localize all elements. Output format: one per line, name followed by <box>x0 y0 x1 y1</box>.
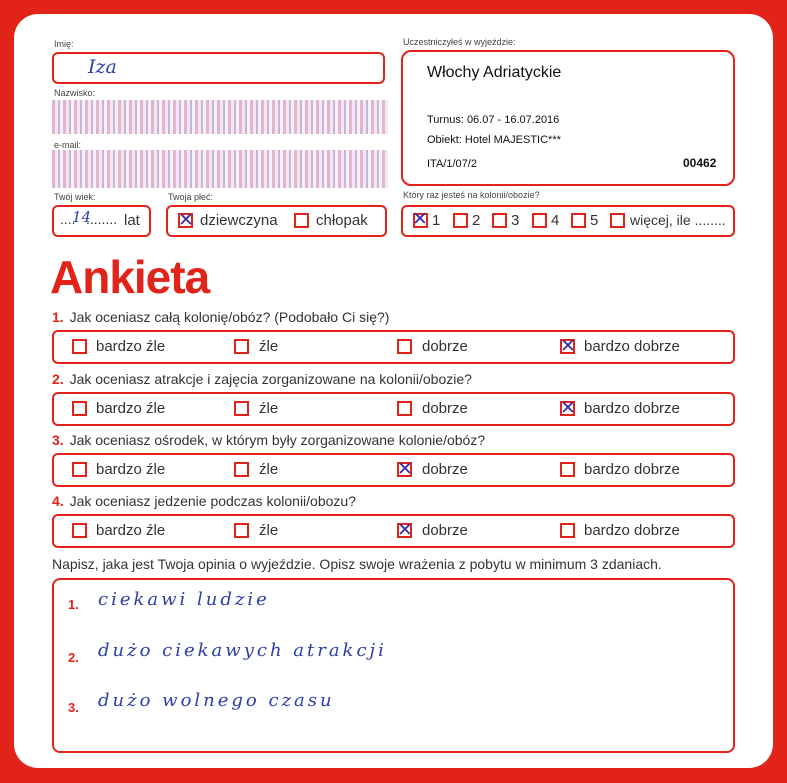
opinion-line-number: 1. <box>68 597 79 612</box>
trip-label: Uczestniczyłeś w wyjeździe: <box>403 37 516 47</box>
question-1 <box>52 309 389 325</box>
option-zle: źle <box>259 338 279 355</box>
checkbox-zle[interactable] <box>234 339 249 354</box>
checkbox-5[interactable] <box>571 213 586 228</box>
checkbox-chlopak[interactable] <box>294 213 309 228</box>
checkbox-1[interactable] <box>412 208 428 230</box>
question-number: 3. <box>52 432 64 448</box>
which-time-label: Który raz jesteś na kolonii/obozie? <box>403 190 540 200</box>
checkbox-more[interactable] <box>610 213 625 228</box>
option-dziewczyna: dziewczyna <box>200 212 278 229</box>
question-number: 2. <box>52 371 64 387</box>
option-more: więcej, ile ........ <box>630 212 726 228</box>
option-5: 5 <box>590 212 599 229</box>
age-value: 14 <box>72 208 92 226</box>
checkbox-bardzo-zle[interactable] <box>72 523 87 538</box>
gender-label: Twoja płeć: <box>168 192 214 202</box>
answer-row-3 <box>52 453 735 487</box>
question-number: 1. <box>52 309 64 325</box>
option-dobrze: dobrze <box>422 461 468 478</box>
x-mark-icon: ✕ <box>412 208 428 230</box>
question-text: Jak oceniasz atrakcje i zajęcia zorganizowane na kolonii/obozie? <box>69 371 472 387</box>
checkbox-bardzo-zle[interactable] <box>72 462 87 477</box>
option-bardzo-zle: bardzo źle <box>96 522 166 539</box>
option-bardzo-zle: bardzo źle <box>96 338 166 355</box>
checkbox-dobrze[interactable] <box>397 401 412 416</box>
answer-row-4 <box>52 514 735 548</box>
option-bardzo-dobrze: bardzo dobrze <box>584 522 680 539</box>
opinion-line-number: 3. <box>68 700 79 715</box>
checkbox-2[interactable] <box>453 213 468 228</box>
x-mark-icon: ✕ <box>397 519 413 541</box>
name-field[interactable] <box>52 52 385 84</box>
checkbox-dobrze[interactable] <box>397 458 413 480</box>
opinion-textarea[interactable] <box>52 578 735 753</box>
opinion-line-1: ciekawi ludzie <box>98 589 270 610</box>
option-4: 4 <box>551 212 560 229</box>
trip-turnus: Turnus: 06.07 - 16.07.2016 <box>427 114 560 126</box>
option-zle: źle <box>259 400 279 417</box>
option-1: 1 <box>432 212 441 229</box>
option-dobrze: dobrze <box>422 522 468 539</box>
x-mark-icon: ✕ <box>560 397 576 419</box>
name-label: Imię: <box>54 39 74 49</box>
age-field[interactable] <box>52 205 151 237</box>
surname-label: Nazwisko: <box>54 88 96 98</box>
checkbox-bardzo-zle[interactable] <box>72 339 87 354</box>
question-number: 4. <box>52 493 64 509</box>
checkbox-bardzo-dobrze[interactable] <box>560 397 576 419</box>
checkbox-bardzo-dobrze[interactable] <box>560 335 576 357</box>
survey-title: Ankieta <box>50 251 210 303</box>
checkbox-zle[interactable] <box>234 401 249 416</box>
answer-row-2 <box>52 392 735 426</box>
opinion-line-number: 2. <box>68 650 79 665</box>
question-4 <box>52 493 356 509</box>
age-dots-after: ........ <box>86 211 118 227</box>
checkbox-3[interactable] <box>492 213 507 228</box>
trip-number: 00462 <box>683 156 717 170</box>
age-dots-before: .... <box>60 211 76 227</box>
option-bardzo-zle: bardzo źle <box>96 461 166 478</box>
option-bardzo-dobrze: bardzo dobrze <box>584 400 680 417</box>
trip-name: Włochy Adriatyckie <box>427 64 562 81</box>
age-unit: lat <box>124 212 140 229</box>
age-label: Twój wiek: <box>54 192 96 202</box>
option-2: 2 <box>472 212 481 229</box>
checkbox-bardzo-zle[interactable] <box>72 401 87 416</box>
checkbox-zle[interactable] <box>234 462 249 477</box>
opinion-prompt: Napisz, jaka jest Twoja opinia o wyjeździe. Opisz swoje wrażenia z pobytu w minimum 3 zdaniach. <box>52 556 662 572</box>
surname-field-redacted <box>52 100 388 134</box>
gender-field <box>166 205 387 237</box>
option-dobrze: dobrze <box>422 338 468 355</box>
trip-obiekt: Obiekt: Hotel MAJESTIC*** <box>427 134 561 146</box>
trip-info-box <box>401 50 735 186</box>
option-bardzo-dobrze: bardzo dobrze <box>584 461 680 478</box>
checkbox-dobrze[interactable] <box>397 339 412 354</box>
option-bardzo-zle: bardzo źle <box>96 400 166 417</box>
x-mark-icon: ✕ <box>397 458 413 480</box>
checkbox-bardzo-dobrze[interactable] <box>560 462 575 477</box>
opinion-line-2: dużo ciekawych atrakcji <box>98 640 387 661</box>
question-text: Jak oceniasz ośrodek, w którym były zorganizowane kolonie/obóz? <box>69 432 486 448</box>
checkbox-4[interactable] <box>532 213 547 228</box>
checkbox-bardzo-dobrze[interactable] <box>560 523 575 538</box>
answer-row-1 <box>52 330 735 364</box>
question-text: Jak oceniasz jedzenie podczas kolonii/obozu? <box>69 493 356 509</box>
email-field-redacted <box>52 150 388 188</box>
which-time-field <box>401 205 735 237</box>
question-2 <box>52 371 472 387</box>
option-zle: źle <box>259 522 279 539</box>
x-mark-icon: ✕ <box>178 209 194 231</box>
checkbox-dobrze[interactable] <box>397 519 413 541</box>
x-mark-icon: ✕ <box>560 335 576 357</box>
option-3: 3 <box>511 212 520 229</box>
trip-code: ITA/1/07/2 <box>427 158 477 170</box>
opinion-line-3: dużo wolnego czasu <box>98 690 335 711</box>
checkbox-zle[interactable] <box>234 523 249 538</box>
email-label: e-mail: <box>54 140 82 150</box>
option-bardzo-dobrze: bardzo dobrze <box>584 338 680 355</box>
question-3 <box>52 432 485 448</box>
option-zle: źle <box>259 461 279 478</box>
option-chlopak: chłopak <box>316 212 368 229</box>
question-text: Jak oceniasz całą kolonię/obóz? (Podobało Ci się?) <box>69 309 390 325</box>
option-dobrze: dobrze <box>422 400 468 417</box>
checkbox-dziewczyna[interactable] <box>178 209 194 231</box>
name-value: Iza <box>88 56 117 78</box>
